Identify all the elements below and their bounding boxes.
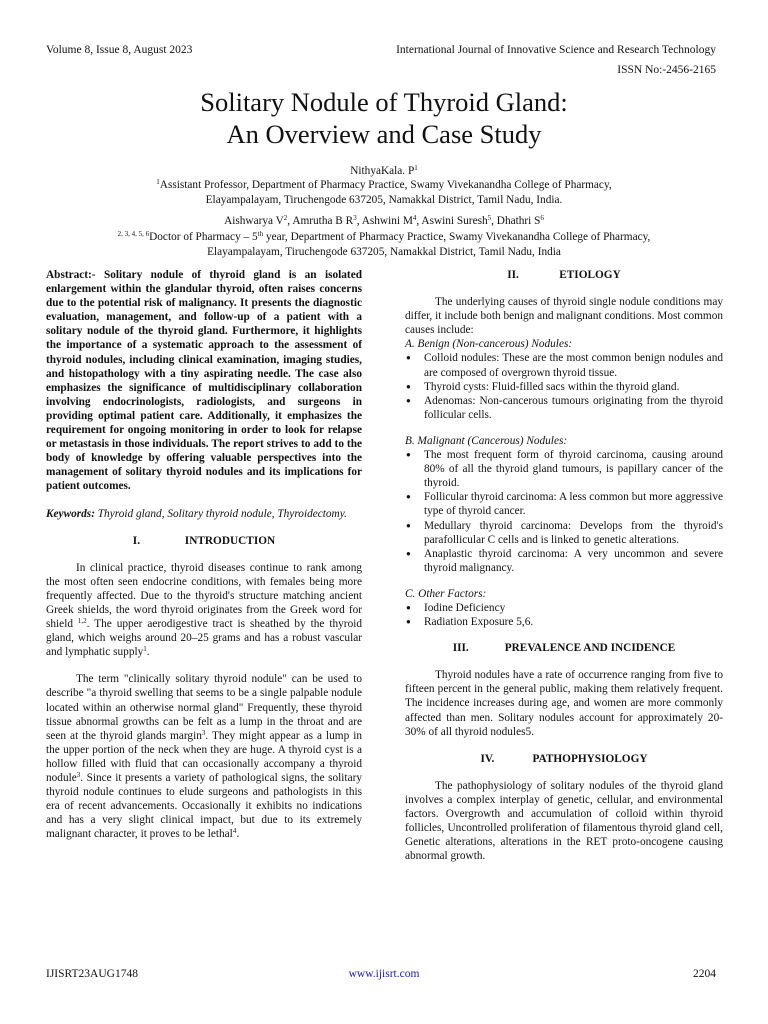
intro-paragraph-1: In clinical practice, thyroid diseases continue to rank among the most often seen endocrine conditions, with females being more frequently affected. Due to the thyroid's structure matching ancient Greek shields, the word thyroid originates from the Greek word for shield $^{1,2}$. The upper aerodigestive tract is sheathed by the thyroid gland, which weighs around 20–25 grams and has a robust vascular and lymphatic supply$^1$. xyxy=(46,561,363,659)
aff2-line-2: Elayampalayam, Tiruchengode 637205, Namakkal District, Tamil Nadu, India xyxy=(207,246,561,258)
malignant-list xyxy=(405,448,723,575)
author-6: , Dhathri $S^6$ xyxy=(491,214,544,227)
author-5: , Aswini Suresh$^5$ xyxy=(416,214,492,227)
section-etiology-heading: II. ETIOLOGY xyxy=(507,269,621,281)
keywords xyxy=(46,507,362,521)
keywords-text: Thyroid gland, Solitary thyroid nodule, Thyroidectomy. xyxy=(94,507,347,520)
keywords-label: Keywords: xyxy=(46,507,95,520)
list-item: ● Medullary thyroid carcinoma: Develops from the thyroid's parafollicular C cells and is linked to genetic alterations. xyxy=(405,519,723,547)
title-line-1: Solitary Nodule of Thyroid Gland: xyxy=(200,87,568,117)
right-column xyxy=(405,268,723,863)
author-3: , Amrutha B $R^3$ xyxy=(287,214,357,227)
page-number: 2204 xyxy=(693,968,716,980)
paper-title xyxy=(0,86,768,150)
aff1-line-1: Assistant Professor, Department of Pharmacy Practice, Swamy Vivekanandha College of Pharmacy, xyxy=(159,179,612,191)
author-1-sup: 1 xyxy=(414,164,418,172)
author-list xyxy=(40,214,728,229)
abstract-label: Abstract:- xyxy=(46,269,96,281)
other-subheading: C. Other Factors: xyxy=(405,587,487,600)
journal-name: International Journal of Innovative Science and Research Technology xyxy=(396,44,716,56)
list-item: ● Thyroid cysts: Fluid-filled sacs within the thyroid gland. xyxy=(405,380,723,394)
section-prevalence-heading: III. PREVALENCE AND INCIDENCE xyxy=(452,642,676,655)
list-item: ● Anaplastic thyroid carcinoma: A very uncommon and severe thyroid malignancy. xyxy=(405,547,723,575)
left-column xyxy=(46,268,362,841)
aff2-th: th xyxy=(257,230,264,238)
pathophysiology-paragraph: The pathophysiology of solitary nodules of the thyroid gland involves a complex interplay of genetic, cellular, and environmental factors. Overgrowth and accumulation of colloid within thyroid follicles, Uncontrolled proliferation of filamentous thyroid gland cell, Genetic alterations, alterations in the RET proto-oncogene causing abnormal growth. xyxy=(405,779,723,863)
list-item: ● Adenomas: Non-cancerous tumours originating from the thyroid follicular cells. xyxy=(405,394,723,422)
aff1-sup: 1 xyxy=(156,178,160,186)
intro-paragraph-2: The term "clinically solitary thyroid nodule" can be used to describe "a thyroid swelling that seems to be a single palpable nodule located within an otherwise normal gland" Frequently, these thyroid tissue abnormal growths can be felt as a lump in the throat and are seen at the thyroid glands margin$^3$. They might appear as a lump in the upper portion of the neck when they are huge. A thyroid cyst is a hollow filled with fluid that can occasionally accompany a thyroid nodule$^3$. Since it presents a variety of pathological signs, the solitary thyroid nodule continues to elude surgeons and pathologists in this era of recent advancements. Occasionally it exhibits no indications and has a very slight clinical impact, but due to its extremely malignant character, it proves to be lethal$^4$. xyxy=(46,673,362,841)
abstract-text: Solitary nodule of thyroid gland is an isolated enlargement within the glandular thyroid, often raises concerns due to the potential risk of malignancy. It presents the diagnostic evaluation, management, and follow-up of a patient with a solitary nodule of the thyroid gland. Furthermore, it highlights the importance of a systematic approach to the assessment of thyroid nodules, including clinical examination, imaging studies, and histopathology with a tiny aspirating needle. The case also emphasizes the significance of multidisciplinary collaboration involving endocrinologists, radiologists, and surgeons in providing optimal patient care. Additionally, it emphasizes the requirement for ongoing monitoring in order to look for relapse or metastasis in those individuals. The report strives to add to the body of knowledge by offering valuable perspectives into the management of solitary thyroid nodules and its implications for patient outcomes. xyxy=(46,269,362,493)
section-introduction-heading: I. INTRODUCTION xyxy=(132,534,276,547)
aff2-line-1b: year, Department of Pharmacy Practice, Swamy Vivekanandha College of Pharmacy, xyxy=(263,231,651,243)
affiliation-1 xyxy=(40,178,728,208)
benign-list xyxy=(405,351,723,421)
malignant-subheading: B. Malignant (Cancerous) Nodules: xyxy=(405,434,568,447)
aff2-line-1a: Doctor of Pharmacy – 5 xyxy=(149,231,258,243)
journal-website-link[interactable]: www.ijisrt.com xyxy=(348,968,420,980)
abstract xyxy=(46,268,362,494)
paper-id: IJISRT23AUG1748 xyxy=(46,968,138,980)
aff2-sup: 2, 3, 4, 5, 6 xyxy=(117,230,150,238)
author-1 xyxy=(40,164,728,179)
affiliation-2 xyxy=(40,230,728,260)
title-line-2: An Overview and Case Study xyxy=(226,119,542,149)
aff1-line-2: Elayampalayam, Tiruchengode 637205, Namakkal District, Tamil Nadu, India. xyxy=(205,194,563,206)
list-item: ● Colloid nodules: These are the most common benign nodules and are composed of overgrown thyroid tissue. xyxy=(405,351,723,379)
author-1-name: NithyaKala. P xyxy=(350,165,415,177)
issn: ISSN No:-2456-2165 xyxy=(617,64,716,76)
author-4: , Ashwini $M^4$ xyxy=(356,214,417,227)
list-item: ● Iodine Deficiency xyxy=(405,601,723,615)
etiology-intro: The underlying causes of thyroid single nodule conditions may differ, it include both benign and malignant conditions. Most common causes include: xyxy=(405,296,723,337)
prevalence-paragraph: Thyroid nodules have a rate of occurrence ranging from five to fifteen percent in the general public, making them relatively frequent. The incidence increases during age, and women are more commonly affected than men. Solitary nodules account for approximately 20-30% of all thyroid nodules5. xyxy=(405,669,723,738)
list-item: ● Follicular thyroid carcinoma: A less common but more aggressive type of thyroid cancer. xyxy=(405,490,723,518)
author-2: Aishwarya $V^2$ xyxy=(224,214,288,227)
other-list xyxy=(405,601,723,629)
benign-subheading: A. Benign (Non-cancerous) Nodules: xyxy=(405,338,573,351)
journal-volume: Volume 8, Issue 8, August 2023 xyxy=(46,44,193,56)
list-item: ● The most frequent form of thyroid carcinoma, causing around 80% of all the thyroid gland tumours, is papillary cancer of the thyroid. xyxy=(405,448,723,490)
list-item: ● Radiation Exposure 5,6. xyxy=(405,615,723,629)
section-pathophysiology-heading: IV. PATHOPHYSIOLOGY xyxy=(480,752,648,765)
